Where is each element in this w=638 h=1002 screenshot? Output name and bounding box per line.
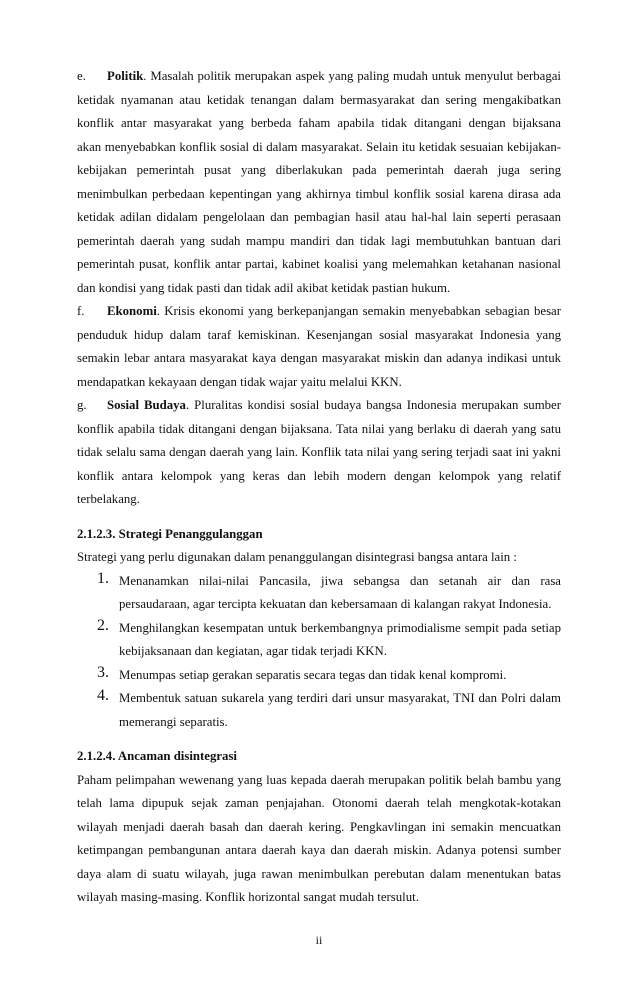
item-ekonomi	[77, 300, 561, 394]
text-line: ketimpangan pembangunan antara daerah kaya dan daerah miskin. Adanya potensi sumber	[77, 843, 561, 857]
item-text: . Pluralitas kondisi sosial budaya bangsa Indonesia merupakan sumber	[185, 398, 561, 412]
text-line: terbelakang.	[77, 492, 140, 506]
list-number: 2.	[97, 616, 109, 634]
item-term: Sosial Budaya	[107, 398, 186, 412]
text-line: akan menyebabkan konflik sosial di dalam masyarakat. Selain itu ketidak sesuaian kebijakan-	[77, 139, 561, 154]
item-term: Ekonomi	[107, 304, 157, 318]
text-line: pemerintah pusat, konflik antar partai, kabinet koalisi yang melemahkan ketahanan nasional	[77, 257, 561, 271]
item-label: g.	[77, 398, 87, 412]
text-line: ketidak nyamanan atau ketidak tenangan dalam bermasyarakat dan sering mengakibatkan	[77, 92, 561, 107]
list-number: 3.	[97, 663, 109, 681]
item-politik-first-line	[77, 65, 561, 89]
text-line: konflik antar masyarakat yang berbeda faham apabila tidak ditangani dengan bijaksana	[77, 116, 561, 130]
text-line: kebijakan pemerintah pusat yang diberlakukan pada pemerintah daerah juga sering	[77, 163, 561, 177]
item-text: . Masalah politik merupakan aspek yang paling mudah untuk menyulut berbagai	[143, 69, 561, 83]
section-strategi	[77, 523, 561, 735]
text-line: persaudaraan, agar tercipta kekuatan dan kebersamaan di kalangan rakyat Indonesia.	[119, 597, 552, 611]
text-line: kebijaksanaan dan kegiatan, agar tidak terjadi KKN.	[119, 644, 387, 658]
item-text: . Krisis ekonomi yang berkepanjangan semakin menyebabkan sebagian besar	[156, 304, 561, 318]
text-line: wilayah menjadi daerah basah dan daerah kering. Pengkavlingan ini semakin mencuatkan	[77, 819, 561, 834]
item-sosial-budaya	[77, 394, 561, 512]
text-line: Menghilangkan kesempatan untuk berkembangnya primodialisme sempit pada setiap	[119, 620, 561, 635]
text-line: memerangi separatis.	[119, 714, 228, 729]
text-line: daya alam di suatu wilayah, juga rawan menimbulkan perebutan dalam menentukan batas	[77, 866, 561, 881]
section-heading: 2.1.2.4. Ancaman disintegrasi	[77, 749, 237, 763]
text-line: telah lama dipupuk sejak zaman penjajahan. Otonomi daerah telah mengkotak-kotakan	[77, 796, 561, 810]
item-label: e.	[77, 69, 86, 83]
text-line: Menanamkan nilai-nilai Pancasila, jiwa sebangsa dan setanah air dan rasa	[119, 573, 561, 588]
text-line: konflik antara kelompok yang keras dan lebih modern dengan kelompok yang relatif	[77, 468, 561, 483]
section-heading: 2.1.2.3. Strategi Penanggulanggan	[77, 526, 263, 541]
list-item	[97, 664, 561, 688]
strategy-list	[97, 570, 561, 735]
list-number: 1.	[97, 569, 109, 587]
list-number: 4.	[97, 687, 109, 704]
text-line: pemerintah daerah yang sudah mampu mandiri dan tidak lagi membutuhkan bantuan dari	[77, 233, 561, 248]
page-number: ii	[315, 933, 323, 947]
text-line: Membentuk satuan sukarela yang terdiri dari unsur masyarakat, TNI dan Polri dalam	[119, 691, 561, 705]
list-item	[97, 687, 561, 734]
section-intro: Strategi yang perlu digunakan dalam penanggulangan disintegrasi bangsa antara lain :	[77, 550, 517, 564]
item-politik	[77, 65, 561, 300]
text-line: ketidak adilan didalam pengelolaan dan pembagian hasil atau hal-hal lain seperti perasaan	[77, 210, 561, 224]
text-line: dan kondisi yang tidak pasti dan tidak adil akibat ketidak pastian hukum.	[77, 280, 451, 295]
page-content	[77, 65, 561, 910]
item-sosial-budaya-first-line	[77, 394, 561, 418]
text-line: menimbulkan perbedaan kepentingan yang akhirnya timbul konflik sosial karena dirasa ada	[77, 186, 561, 201]
text-line: penduduk hidup dalam taraf kemiskinan. Kesenjangan sosial masyarakat Indonesia yang	[77, 327, 561, 342]
text-line: mendapatkan kekayaan dengan tidak wajar yaitu melalui KKN.	[77, 374, 402, 389]
list-item	[97, 617, 561, 664]
item-label: f.	[77, 304, 85, 318]
text-line: konflik apabila tidak ditangani dengan bijaksana. Tata nilai yang berlaku di daerah yang satu	[77, 421, 561, 436]
text-line: wilayah masing-masing. Konflik horizontal sangat mudah tersulut.	[77, 890, 419, 904]
item-term: Politik	[107, 69, 144, 83]
text-line: semakin lebar antara masyarakat kaya dengan masyarakat miskin dan adanya indikasi untuk	[77, 351, 561, 365]
text-line: tidak selalu sama dengan daerah yang lain. Konflik tata nilai yang sering terjadi saat ini yakni	[77, 445, 561, 459]
text-line: Paham pelimpahan wewenang yang luas kepada daerah merupakan politik belah bambu yang	[77, 772, 561, 787]
item-ekonomi-first-line	[77, 300, 561, 324]
text-line: Menumpas setiap gerakan separatis secara tegas dan tidak kenal kompromi.	[119, 667, 507, 682]
list-item	[97, 570, 561, 617]
section-ancaman	[77, 745, 561, 910]
